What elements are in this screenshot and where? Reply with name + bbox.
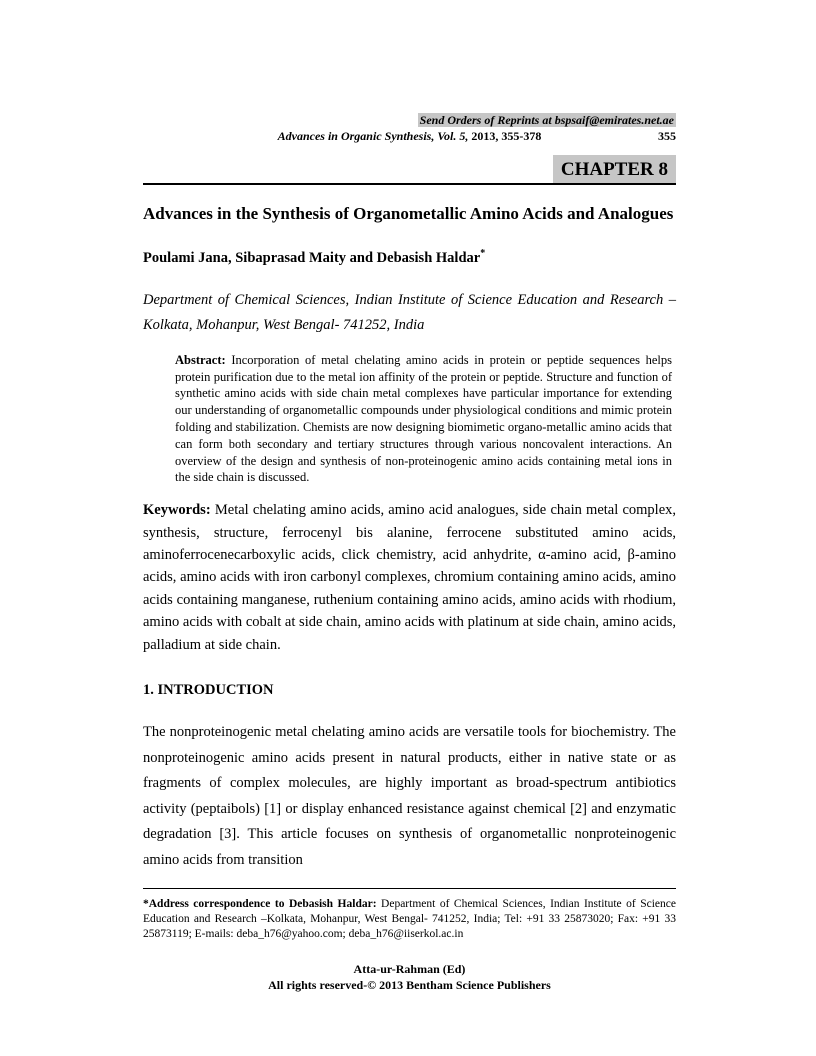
introduction-paragraph: The nonproteinogenic metal chelating amino acids are versatile tools for biochemistry. The nonproteinogenic amino acids present in natural products, either in native state or as fragments of complex molecules, are highly important as broad-spectrum antibiotics activity (peptaibols) [1] or display enhanced resistance against chemical [2] and enzymatic degradation [3]. This article focuses on synthesis of organometallic nonproteinogenic amino acids from transition <box>143 724 676 868</box>
reprint-notice-line <box>143 112 676 128</box>
corresponding-author-marker: * <box>480 248 486 259</box>
affiliation: Department of Chemical Sciences, Indian Institute of Science Education and Research –Kolkata, Mohanpur, West Bengal- 741252, India <box>143 291 676 333</box>
journal-reference-line <box>143 128 676 145</box>
correspondence-footnote <box>143 897 676 942</box>
page-number: 355 <box>658 129 676 143</box>
rights-line: All rights reserved-© 2013 Bentham Science Publishers <box>268 977 551 992</box>
section-heading-introduction: 1. INTRODUCTION <box>143 682 274 699</box>
abstract-text: Incorporation of metal chelating amino acids in protein or peptide sequences helps protein purification due to the metal ion affinity of the protein or peptide. Structure and function of synthetic amino acids with side chain metal complexes have particular importance for extending our understanding of organometallic compounds under physiological conditions and mimic protein folding and stabilization. Chemists are now designing biomimetic organo-metallic amino acids that can form both secondary and tertiary structures through various noncovalent interactions. An overview of the design and synthesis of non-proteinogenic amino acids containing metal ions in the side chain is discussed. <box>175 352 672 485</box>
footnote-label: *Address correspondence to Debasish Haldar: <box>143 898 377 911</box>
editor-line: Atta-ur-Rahman (Ed) <box>353 962 466 977</box>
publisher-footer <box>143 962 676 993</box>
journal-title: Advances in Organic Synthesis, Vol. 5, <box>277 129 469 143</box>
keywords-label: Keywords: <box>143 502 211 519</box>
chapter-header-rule <box>143 155 676 185</box>
journal-year-pages: 2013, 355-378 <box>468 129 542 143</box>
article-title: Advances in the Synthesis of Organometallic Amino Acids and Analogues <box>143 204 674 223</box>
keywords-paragraph <box>143 499 676 656</box>
journal-reference <box>278 129 542 143</box>
page-content <box>143 112 676 993</box>
abstract-paragraph <box>175 352 672 486</box>
authors-line <box>143 244 676 268</box>
keywords-text: Metal chelating amino acids, amino acid analogues, side chain metal complex, synthesis, structure, ferrocenyl bis alanine, ferrocene substituted amino acids, aminoferrocenecarboxylic acids, click chemistry, acid anhydrite, α-amino acid, β-amino acids, amino acids with iron carbonyl complexes, chromium containing amino acids, amino acids containing manganese, ruthenium containing amino acids, amino acids with rhodium, amino acids with cobalt at side chain, amino acids with platinum at side chain, amino acids, palladium at side chain. <box>143 502 676 653</box>
footnote-divider <box>143 888 676 889</box>
authors-names: Poulami Jana, Sibaprasad Maity and Debasish Haldar <box>143 249 481 266</box>
reprint-notice: Send Orders of Reprints at bspsaif@emirates.net.ae <box>419 113 674 127</box>
chapter-badge: CHAPTER 8 <box>553 155 676 183</box>
abstract-label: Abstract: <box>175 352 226 367</box>
footnote-text: Department of Chemical Sciences, Indian Institute of Science Education and Research –Kolkata, Mohanpur, West Bengal- 741252, India; Tel: +91 33 25873020; Fax: +91 33 25873119; E-mails: deba_h76@yahoo.com; deba_h76@iiserkol.ac.in <box>143 898 676 941</box>
